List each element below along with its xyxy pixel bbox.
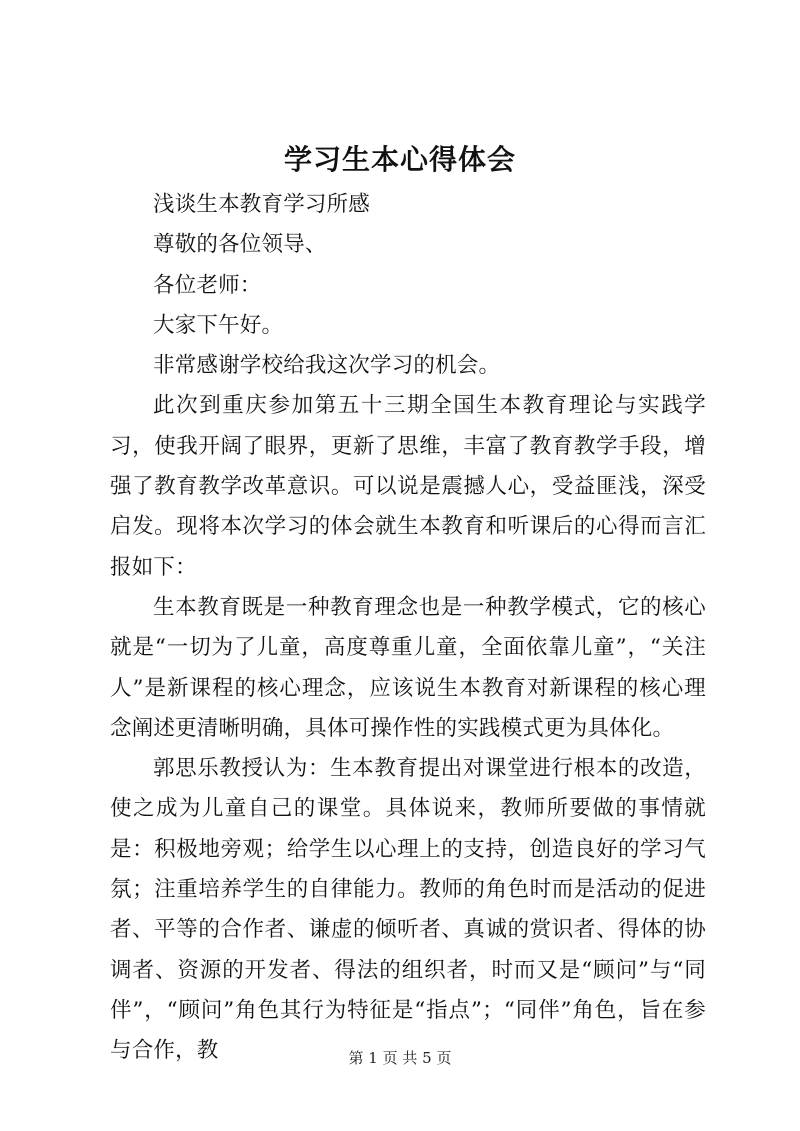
paragraph-professor-view: 郭思乐教授认为：生本教育提出对课堂进行根本的改造，使之成为儿童自己的课堂。具体说来，教师所要做的事情就是：积极地旁观；给学生以心理上的支持，创造良好的学习气氛；注重培养学生的自律能力。教师的角色时而是活动的促进者、平等的合作者、谦虚的倾听者、真诚的赏识者、得体的协调者、资源的开发者、得法的组织者，时而又是“顾问”与“同伴”，“顾问”角色其行为特征是“指点”；“同伴”角色，旨在参与合作，教 <box>110 756 706 1064</box>
document-title: 学习生本心得体会 <box>283 143 516 176</box>
document-body <box>110 185 706 1072</box>
paragraph-intro: 此次到重庆参加第五十三期全国生本教育理论与实践学习，使我开阔了眼界，更新了思维，丰富了教育教学手段，增强了教育教学改革意识。可以说是震撼人心，受益匪浅，深受启发。现将本次学习的体会就生本教育和听课后的心得而言汇报如下： <box>110 393 706 580</box>
paragraph-greeting: 大家下午好。 <box>153 312 284 338</box>
paragraph-core-concept: 生本教育既是一种教育理念也是一种教学模式，它的核心就是“一切为了儿童，高度尊重儿童，全面依靠儿童”，“关注人”是新课程的核心理念，应该说生本教育对新课程的核心理念阐述更清晰明确，具体可操作性的实践模式更为具体化。 <box>110 594 706 741</box>
paragraph-subtitle: 浅谈生本教育学习所感 <box>153 192 371 217</box>
paragraph-salutation-leaders: 尊敬的各位领导、 <box>153 232 327 258</box>
page-footer: 第 1 页 共 5 页 <box>348 1049 452 1067</box>
paragraph-salutation-teachers: 各位老师： <box>153 272 262 298</box>
paragraph-thanks: 非常感谢学校给我这次学习的机会。 <box>153 353 501 379</box>
